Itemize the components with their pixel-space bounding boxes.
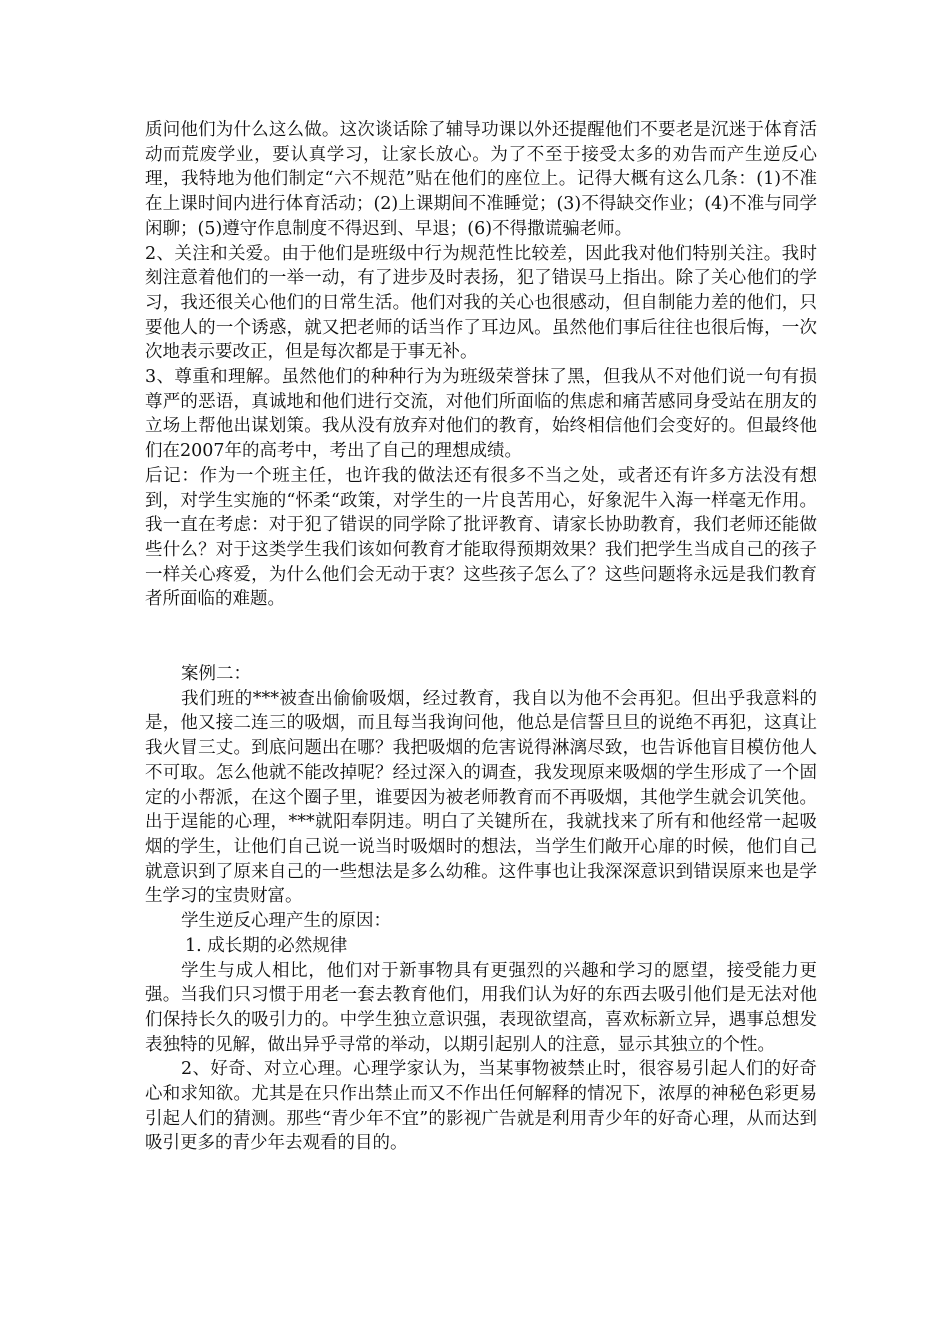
paragraph-care: 2、关注和关爱。由于他们是班级中行为规范性比较差，因此我对他们特别关注。我时刻注意着他们的一举一动，有了进步及时表扬，犯了错误马上指出。除了关心他们的学习，我还很关心他们的日常生活。他们对我的关心也很感动，但自制能力差的他们，只要他人的一个诱惑，就又把老师的话当作了耳边风。虽然他们事后往往也很后悔，一次次地表示要改正，但是每次都是于事无补。 [145, 243, 817, 363]
list-item-growth: 1. 成长期的必然规律 [185, 935, 348, 956]
paragraph-curiosity: 2、好奇、对立心理。心理学家认为，当某事物被禁止时，很容易引起人们的好奇心和求知欲。尤其是在只作出禁止而又不作出任何解释的情况下，浓厚的神秘色彩更易引起人们的猜测。那些“青少年不宜”的影视广告就是利用青少年的好奇心理，从而达到吸引更多的青少年去观看的目的。 [145, 1059, 817, 1154]
paragraph-respect: 3、尊重和理解。虽然他们的种种行为为班级荣誉抹了黑，但我从不对他们说一句有损尊严的恶语，真诚地和他们进行交流，对他们所面临的焦虑和痛苦感同身受站在朋友的立场上帮他出谋划策。我从没有放弃对他们的教育，始终相信他们会变好的。但最终他们在2007年的高考中，考出了自己的理想成绩。 [145, 367, 817, 462]
paragraph-afterword: 后记：作为一个班主任，也许我的做法还有很多不当之处，或者还有许多方法没有想到，对学生实施的“怀柔“政策，对学生的一片良苦用心，好象泥牛入海一样毫无作用。我一直在考虑：对于犯了错误的同学除了批评教育、请家长协助教育，我们老师还能做些什么？对于这类学生我们该如何教育才能取得预期效果？我们把学生当成自己的孩子一样关心疼爱，为什么他们会无动于衷？这些孩子怎么了？这些问题将永远是我们教育者所面临的难题。 [145, 465, 817, 610]
paragraph-growth-detail: 学生与成人相比，他们对于新事物具有更强烈的兴趣和学习的愿望，接受能力更强。当我们只习惯于用老一套去教育他们，用我们认为好的东西去吸引他们是无法对他们保持长久的吸引力的。中学生独立意识强，表现欲望高，喜欢标新立异，遇事总想发表独特的见解，做出异乎寻常的举动，以期引起别人的注意，显示其独立的个性。 [145, 960, 817, 1055]
paragraph-continuation: 质问他们为什么这么做。这次谈话除了辅导功课以外还提醒他们不要老是沉迷于体育活动而荒废学业，要认真学习，让家长放心。为了不至于接受太多的劝告而产生逆反心理，我特地为他们制定“六不规范”贴在他们的座位上。记得大概有这么几条：(1)不准在上课时间内进行体育活动；(2)上课期间不准睡觉；(3)不得缺交作业；(4)不准与同学闲聊；(5)遵守作息制度不得迟到、早退；(6)不得撒谎骗老师。 [145, 120, 817, 239]
section-gap [145, 612, 817, 662]
document-page [145, 118, 817, 1156]
case-title: 案例二： [181, 664, 251, 685]
paragraph-case-two: 我们班的***被查出偷偷吸烟，经过教育，我自以为他不会再犯。但出乎我意料的是，他又接二连三的吸烟，而且每当我询问他，他总是信誓旦旦的说绝不再犯，这真让我火冒三丈。到底问题出在哪？我把吸烟的危害说得淋漓尽致，也告诉他盲目模仿他人不可取。怎么他就不能改掉呢？经过深入的调查，我发现原来吸烟的学生形成了一个固定的小帮派，在这个圈子里，谁要因为被老师教育而不再吸烟，其他学生就会讥笑他。出于逞能的心理，***就阳奉阴违。明白了关键所在，我就找来了所有和他经常一起吸烟的学生，让他们自己说一说当时吸烟时的想法，当学生们敞开心扉的时候，他们自己就意识到了原来自己的一些想法是多么幼稚。这件事也让我深深意识到错误原来也是学生学习的宝贵财富。 [145, 688, 817, 907]
paragraph-causes-heading: 学生逆反心理产生的原因： [181, 911, 391, 932]
